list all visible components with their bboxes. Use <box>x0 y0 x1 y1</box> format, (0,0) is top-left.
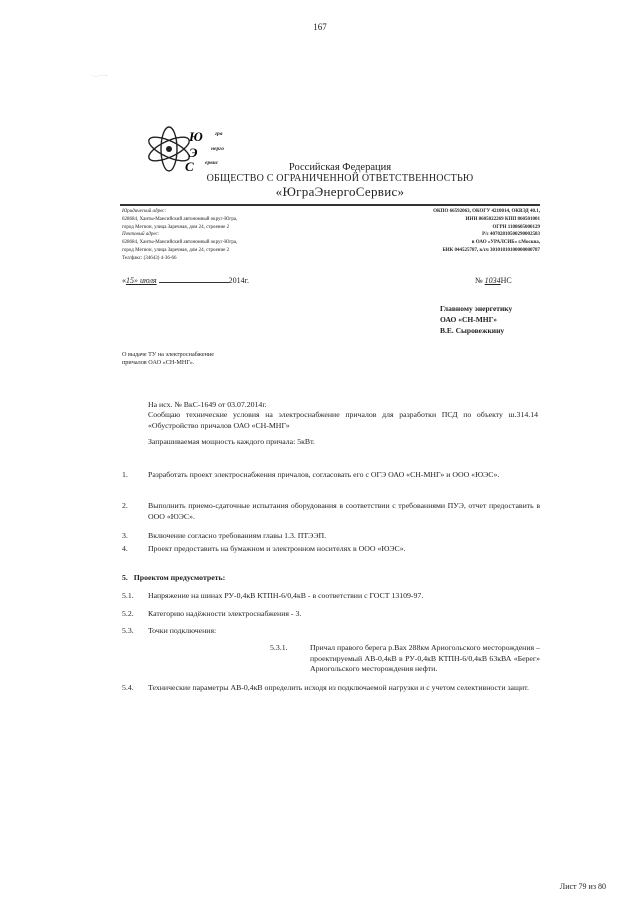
subsubitem <box>122 643 540 677</box>
requisite-line: город Мегион, улица Заречная, дом 24, строение 2 <box>122 224 230 230</box>
requisite-line: Р/с 40702810500290002583 <box>482 232 540 238</box>
number-suffix: НС <box>500 276 512 285</box>
subitem-text: Категорию надёжности электроснабжения - 3. <box>148 609 302 618</box>
main-paragraph: Сообщаю технические условия на электроснабжение причалов для разработки ПСД по объекту ш.314.14 «Обустройство причалов ОАО «СН-МНГ» <box>148 410 538 430</box>
subitem <box>122 683 540 705</box>
subsubitem-text: Причал правого берега р.Вах 288км Ариогольского месторождения – проектируемый АВ-0,4кВ в РУ-0,4кВ КТПН-6/0,4кВ 63кВА «Берег» Ариогольского месторождения нефти. <box>310 643 540 673</box>
list-item-text: Проект предоставить на бумажном и электронном носителях в ООО «ЮЭС». <box>148 544 406 553</box>
subitem-number: 5.3. <box>122 626 134 635</box>
org-name: «ЮграЭнергоСервис» <box>275 184 405 199</box>
addressee <box>440 303 512 336</box>
page-number: 167 <box>313 22 327 32</box>
number-label: № <box>475 276 483 285</box>
list-item <box>122 470 540 492</box>
requisite-line: 628684, Ханты-Мансийский автономный округ-Югра, <box>122 216 238 222</box>
list-item-text: Разработать проект электроснабжения причалов, согласовать его с ОГЭ ОАО «СН-МНГ» и ООО «ЮЭС». <box>148 470 500 479</box>
list-item-number: 1. <box>122 470 128 479</box>
requisite-line: БИК 044525787, к/сч 30101810100000000787 <box>442 247 540 253</box>
scan-smudge: . _ ... .... <box>92 73 109 78</box>
requisite-line: ИНН 8605022269 КПП 860501001 <box>465 216 540 222</box>
logo-word-1: гра <box>215 131 223 137</box>
logo-word-2: нерго <box>211 146 225 152</box>
list-item-text: Выполнить приемо-сдаточные испытания оборудования в соответствии с требованиями ПУЭ, отчет предоставить в ООО «ЮЭС». <box>148 501 540 521</box>
requisite-line: город Мегион, улица Заречная, дом 24, строение 2 <box>122 247 230 253</box>
sheet-counter: Лист 79 из 80 <box>559 882 606 891</box>
subject-line: О выдаче ТУ на электроснабжение <box>122 351 214 358</box>
subitem <box>122 626 540 638</box>
list-item <box>122 531 540 543</box>
addressee-line: Главному энергетику <box>440 304 513 313</box>
date-prefix: « <box>122 276 126 285</box>
section-5-heading: 5. Проектом предусмотреть: <box>122 573 226 582</box>
subitem-number: 5.2. <box>122 609 134 618</box>
date-handwritten: 15» июля <box>126 276 157 285</box>
list-item-number: 4. <box>122 544 128 553</box>
requisite-line: ОКПО 66592063, ОКОГУ 4210014, ОКВЭД 40.1, <box>433 209 540 214</box>
letter-subject <box>122 351 214 368</box>
requisite-line: Юридический адрес: <box>122 209 167 214</box>
svg-text:С: С <box>185 159 194 173</box>
subitem <box>122 591 540 603</box>
requisite-line: 628684, Ханты-Мансийский автономный округ-Югра, <box>122 240 238 246</box>
requisite-line: ОГРН 1108605000129 <box>492 224 540 230</box>
requisites-right <box>340 208 540 255</box>
subitem-number: 5.1. <box>122 591 134 600</box>
country-name: Российская Федерация <box>288 162 392 173</box>
letter-date <box>122 276 249 285</box>
subsubitem-number: 5.3.1. <box>270 643 288 652</box>
subitem-number: 5.4. <box>122 683 134 692</box>
subitem-text: Напряжение на шинах РУ-0,4кВ КТПН-6/0,4кВ - в соответствии с ГОСТ 13109-97. <box>148 591 424 600</box>
subitem-text: Точки подключения: <box>148 626 217 635</box>
addressee-line: В.Е. Сыровежкину <box>440 326 505 335</box>
number-handwritten: 1034 <box>484 276 501 285</box>
requisite-line: в ОАО «УРАЛСИБ» г.Москва, <box>471 240 540 246</box>
svg-text:Э: Э <box>189 145 198 160</box>
list-item <box>122 501 540 523</box>
outgoing-number <box>475 276 512 285</box>
reference-line: На исх. № ВкС-1649 от 03.07.2014г. <box>148 400 267 409</box>
subitem-text: Технические параметры АВ-0,4кВ определить исходя из подключаемой нагрузки и с учетом селективности защит. <box>148 683 529 692</box>
list-item-number: 3. <box>122 531 128 540</box>
logo-word-3: ервис <box>205 160 219 166</box>
requisite-line: Почтовый адрес: <box>122 232 160 238</box>
subitem <box>122 609 540 621</box>
list-item-number: 2. <box>122 501 128 510</box>
list-item <box>122 544 540 556</box>
date-year: 2014г. <box>228 276 250 285</box>
requisites-left <box>122 208 337 263</box>
org-form: ОБЩЕСТВО С ОГРАНИЧЕННОЙ ОТВЕТСТВЕННОСТЬЮ <box>206 173 474 184</box>
svg-text:Ю: Ю <box>189 129 203 144</box>
power-paragraph: Запрашиваемая мощность каждого причала: 5кВт. <box>148 437 315 446</box>
list-item-text: Включение согласно требованиям главы 1.3. ПТЭЭП. <box>148 531 327 540</box>
requisite-line: Тел/факс: (34643) 4-36-66 <box>122 255 177 261</box>
header-divider <box>120 204 540 206</box>
addressee-line: ОАО «СН-МНГ» <box>440 315 497 324</box>
subject-line: причалов ОАО «СН-МНГ». <box>122 359 195 367</box>
